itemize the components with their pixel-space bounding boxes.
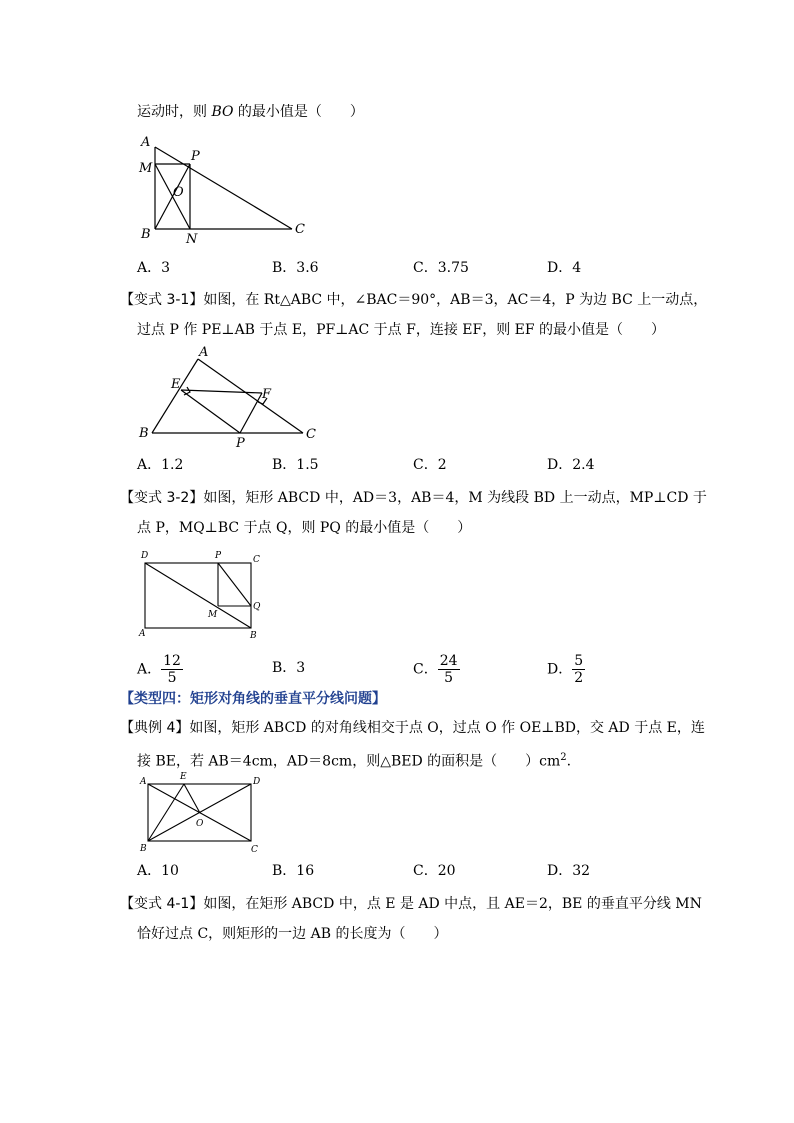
label-C: C (295, 222, 305, 237)
label-D: D (253, 777, 261, 787)
question-text: 如图，矩形 ABCD 的对角线相交于点 O，过点 O 作 OE⊥BD，交 AD 于点 E，连 (189, 720, 705, 736)
label-M: M (139, 161, 153, 176)
fraction: $\frac{12}{5}$ (163, 653, 181, 686)
section-heading: 【类型四：矩形对角线的垂直平分线问题】 (120, 691, 386, 707)
option-a: A． $\frac{12}{5}$ (137, 653, 181, 686)
label-O: O (196, 819, 204, 829)
label-B: B (141, 227, 151, 242)
option-b: B．1.5 (272, 457, 319, 473)
question-text: 过点 P 作 PE⊥AB 于点 E，PF⊥AC 于点 F，连接 EF，则 EF 的最小值是（ ） (137, 322, 666, 338)
question-tag: 【典例 4】 (120, 720, 190, 736)
label-F: F (262, 387, 272, 402)
text-segment: 的最小值是（ ） (233, 104, 364, 120)
question-tag: 【变式 4-1】 (120, 896, 204, 912)
option-c: C． $\frac{24}{5}$ (413, 653, 458, 686)
label-C: C (251, 845, 258, 855)
question-text: 接 BE，若 AB＝4cm，AD＝8cm，则△BED 的面积是（ ）cm (137, 753, 561, 770)
option-b: B．16 (272, 863, 315, 879)
question-text: 点 P，MQ⊥BC 于点 Q，则 PQ 的最小值是（ ） (137, 520, 472, 536)
label-E: E (180, 772, 187, 782)
option-d: D．4 (547, 260, 582, 276)
option-b: B．3 (272, 660, 306, 676)
question-text: 如图，在矩形 ABCD 中，点 E 是 AD 中点，且 AE＝2，BE 的垂直平分线 MN (203, 896, 702, 912)
question-4-1-line2 (137, 925, 447, 943)
option-d: D． $\frac{5}{2}$ (547, 653, 584, 686)
option-b: B．3.6 (272, 260, 319, 276)
label-E: E (171, 377, 181, 392)
option-d: D．2.4 (547, 457, 595, 473)
label-D: D (141, 551, 149, 561)
label-B: B (250, 631, 257, 641)
option-c: C．2 (413, 457, 447, 473)
question-4-1-line1 (120, 895, 702, 913)
superscript: 2 (560, 752, 567, 763)
option-d: D．32 (547, 863, 591, 879)
label-C: C (306, 427, 316, 442)
question-tag: 【变式 3-2】 (120, 490, 204, 506)
question-text: 如图，矩形 ABCD 中，AD＝3，AB＝4，M 为线段 BD 上一动点，MP⊥CD 于 (203, 490, 707, 506)
label-P: P (215, 551, 222, 561)
label-Q: Q (253, 602, 261, 612)
label-A: A (199, 345, 209, 360)
question-text: 恰好过点 C，则矩形的一边 AB 的长度为（ ） (137, 926, 448, 942)
option-c: C．20 (413, 863, 456, 879)
option-a: A．10 (137, 863, 179, 879)
label-N: N (186, 232, 198, 247)
option-a: A．3 (137, 260, 171, 276)
fraction: $\frac{24}{5}$ (439, 653, 458, 686)
fraction: $\frac{5}{2}$ (574, 653, 584, 686)
label-A: A (141, 135, 151, 150)
question-tag: 【变式 3-1】 (120, 292, 204, 308)
label-P: P (191, 149, 200, 164)
label-B: B (139, 426, 149, 441)
label-P: P (236, 436, 245, 451)
label-M: M (208, 610, 218, 620)
text-segment: . (566, 753, 572, 770)
label-B: B (140, 844, 147, 854)
label-O: O (173, 185, 184, 200)
label-A: A (139, 629, 146, 639)
option-a: A．1.2 (137, 457, 184, 473)
text-segment: 运动时，则 (137, 104, 212, 120)
question-text: 如图，在 Rt△ABC 中，∠BAC＝90°，AB＝3，AC＝4，P 为边 BC 上一动点， (203, 292, 708, 308)
label-A: A (140, 777, 147, 787)
option-c: C．3.75 (413, 260, 469, 276)
label-C: C (253, 555, 260, 565)
text-variable: BO (211, 104, 234, 120)
